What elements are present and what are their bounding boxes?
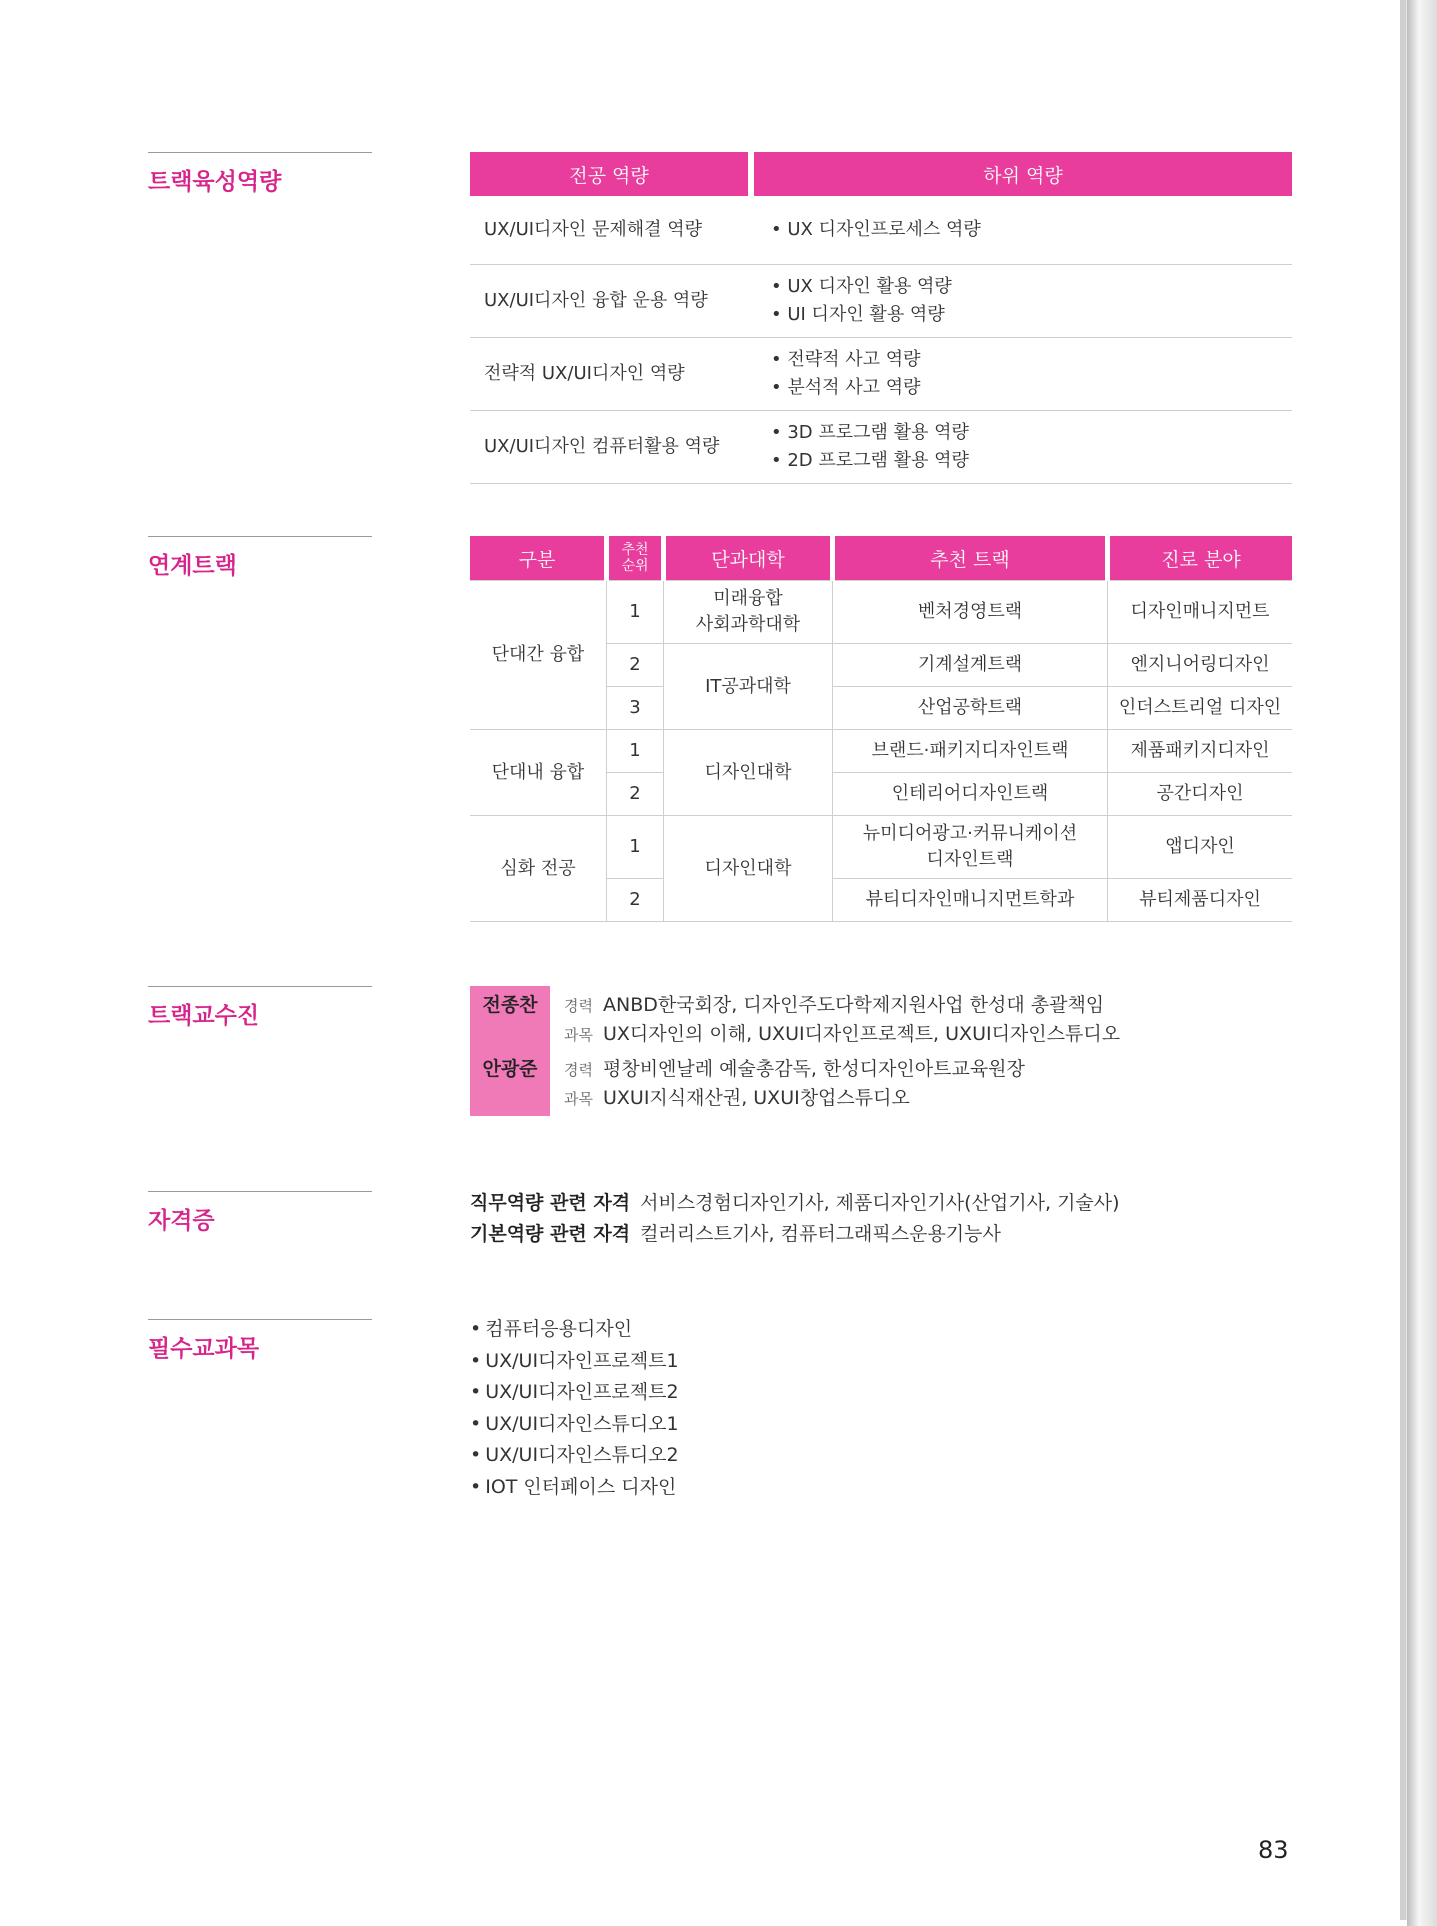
certificate-value: 서비스경험디자인기사, 제품디자인기사(산업기사, 기술사) [640,1192,1120,1214]
major-cell: UX/UI디자인 문제해결 역량 [470,196,751,265]
certificate-value: 컬러리스트기사, 컴퓨터그래픽스운용기능사 [640,1223,1001,1245]
faculty-name: 안광준 [482,1058,538,1080]
career-cell: 뷰티제품디자인 [1108,879,1293,922]
college-cell [664,581,833,644]
group-cell: 단대간 융합 [470,581,607,730]
required-course-list [470,1314,679,1503]
track-line: 디자인트랙 [926,849,1014,870]
section-faculty [148,986,372,1030]
certificate-row [470,1219,1001,1246]
faculty-block [470,986,1270,1116]
page-edge [1407,0,1437,1926]
list-item: • IOT 인터페이스 디자인 [470,1472,679,1504]
certificate-label: 직무역량 관련 자격 [470,1192,631,1214]
major-cell: UX/UI디자인 컴퓨터활용 역량 [470,411,751,484]
course-label: 과목 [564,1026,593,1044]
sub-item: • UI 디자인 활용 역량 [771,304,945,325]
group-cell: 단대내 융합 [470,730,607,816]
section-title: 연계트랙 [148,553,237,579]
career-cell: 앱디자인 [1108,816,1293,879]
course-text: UXUI지식재산권, UXUI창업스튜디오 [602,1087,910,1109]
col-header-major: 전공 역량 [470,152,751,196]
col-header-career: 진로 분야 [1108,536,1293,581]
sub-item: • 2D 프로그램 활용 역량 [771,450,969,471]
competency-table [470,152,1292,484]
college-line: 사회과학대학 [695,614,801,635]
major-cell: 전략적 UX/UI디자인 역량 [470,338,751,411]
table-row [470,411,1292,484]
sub-item: • 분석적 사고 역량 [771,377,921,398]
list-item: • UX/UI디자인스튜디오2 [470,1440,679,1472]
section-title: 트랙교수진 [148,1003,260,1029]
rank-cell: 1 [607,816,664,879]
sub-cell [751,265,1292,338]
section-competency [148,152,372,196]
track-cell [833,816,1108,879]
career-text: ANBD한국회장, 디자인주도다학제지원사업 한성대 총괄책임 [602,994,1105,1016]
sub-item: • UX 디자인 활용 역량 [771,276,952,297]
list-item: • UX/UI디자인프로젝트1 [470,1346,679,1378]
col-header-college: 단과대학 [664,536,833,581]
certificate-row [470,1188,1120,1215]
list-item: • UX/UI디자인프로젝트2 [470,1377,679,1409]
career-cell: 인더스트리얼 디자인 [1108,687,1293,730]
sub-item: • 전략적 사고 역량 [771,349,921,370]
section-linked [148,536,372,580]
career-label: 경력 [564,1061,593,1079]
list-item: • 컴퓨터응용디자인 [470,1314,679,1346]
major-cell: UX/UI디자인 융합 운용 역량 [470,265,751,338]
rank-cell: 2 [607,644,664,687]
career-cell: 엔지니어링디자인 [1108,644,1293,687]
career-text: 평창비엔날레 예술총감독, 한성디자인아트교육원장 [602,1058,1025,1080]
group-cell: 심화 전공 [470,816,607,922]
track-cell: 벤처경영트랙 [833,581,1108,644]
section-certificates [148,1191,372,1235]
faculty-name: 전종찬 [482,994,538,1016]
faculty-career-row [564,1054,1025,1081]
faculty-course-row [564,1083,910,1110]
col-header-category: 구분 [470,536,607,581]
page-number: 83 [1258,1836,1289,1864]
section-title: 트랙육성역량 [148,169,282,195]
section-required [148,1319,372,1363]
track-cell: 인테리어디자인트랙 [833,773,1108,816]
college-cell: 디자인대학 [664,816,833,922]
college-cell: IT공과대학 [664,644,833,730]
rank-cell: 1 [607,581,664,644]
career-label: 경력 [564,997,593,1015]
rank-cell: 3 [607,687,664,730]
career-cell: 디자인매니지먼트 [1108,581,1293,644]
track-cell: 기계설계트랙 [833,644,1108,687]
list-item: • UX/UI디자인스튜디오1 [470,1409,679,1441]
table-row [470,338,1292,411]
col-header-sub: 하위 역량 [751,152,1292,196]
col-header-rank [607,536,664,581]
sub-item: • 3D 프로그램 활용 역량 [771,422,969,443]
sub-cell [751,338,1292,411]
faculty-course-row [564,1019,1120,1046]
certificate-label: 기본역량 관련 자격 [470,1223,631,1245]
course-text: UX디자인의 이해, UXUI디자인프로젝트, UXUI디자인스튜디오 [602,1023,1121,1045]
course-label: 과목 [564,1090,593,1108]
table-row [470,816,1292,879]
track-line: 뉴미디어광고·커뮤니케이션 [862,823,1078,844]
rank-label: 순위 [621,558,649,574]
linked-track-table [470,536,1292,922]
rank-cell: 2 [607,879,664,922]
section-title: 필수교과목 [148,1336,260,1362]
faculty-career-row [564,990,1104,1017]
career-cell: 제품패키지디자인 [1108,730,1293,773]
track-cell: 브랜드·패키지디자인트랙 [833,730,1108,773]
sub-cell [751,196,1292,265]
career-cell: 공간디자인 [1108,773,1293,816]
section-title: 자격증 [148,1208,215,1234]
rank-cell: 2 [607,773,664,816]
col-header-track: 추천 트랙 [833,536,1108,581]
sub-cell [751,411,1292,484]
table-row [470,581,1292,644]
track-cell: 뷰티디자인매니지먼트학과 [833,879,1108,922]
table-row [470,196,1292,265]
table-row [470,265,1292,338]
college-cell: 디자인대학 [664,730,833,816]
college-line: 미래융합 [713,588,783,609]
rank-cell: 1 [607,730,664,773]
sub-item: • UX 디자인프로세스 역량 [771,219,981,240]
table-row [470,730,1292,773]
track-cell: 산업공학트랙 [833,687,1108,730]
rank-label: 추천 [621,542,649,558]
